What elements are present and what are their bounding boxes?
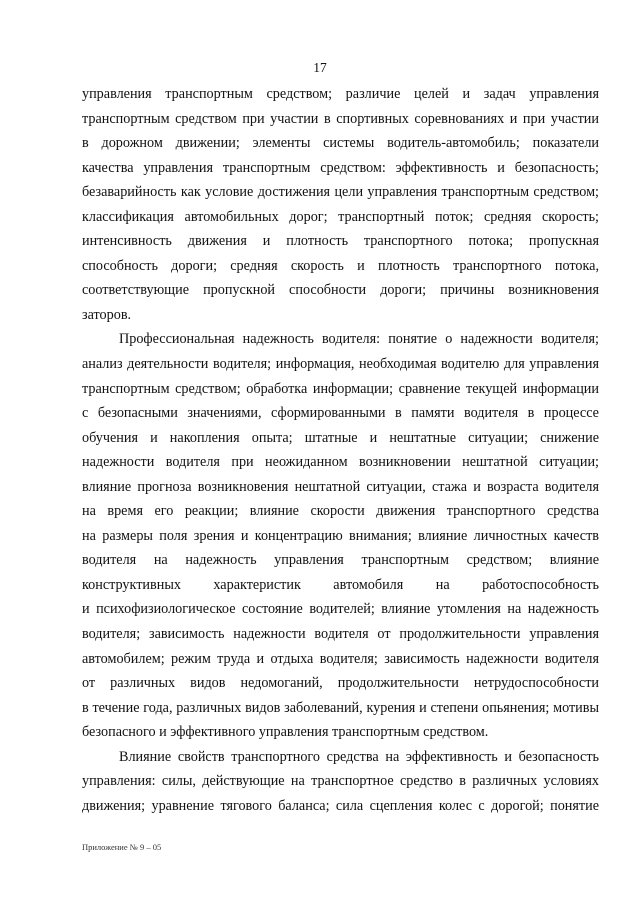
text-line: Профессиональная надежность водителя: понятие о надежности водителя; bbox=[119, 331, 599, 348]
text-line: безаварийность как условие достижения цели управления транспортным средством; bbox=[82, 184, 599, 201]
text-line: Влияние свойств транспортного средства на эффективность и безопасность bbox=[119, 748, 599, 765]
text-line: безопасного и эффективного управления транспортным средством. bbox=[82, 724, 489, 741]
text-line: соответствующие пропускной способности дороги; причины возникновения bbox=[82, 282, 599, 299]
text-line: конструктивных характеристик автомобиля на работоспособность bbox=[82, 576, 599, 593]
text-line: автомобилем; режим труда и отдыха водителя; зависимость надежности водителя bbox=[82, 650, 599, 667]
text-line: и психофизиологическое состояние водителей; влияние утомления на надежность bbox=[82, 601, 599, 618]
text-line: на время его реакции; влияние скорости движения транспортного средства bbox=[82, 503, 599, 520]
text-line: в течение года, различных видов заболеваний, курения и степени опьянения; мотивы bbox=[82, 699, 599, 716]
text-line: управления транспортным средством; различие целей и задач управления bbox=[82, 86, 599, 102]
text-line: заторов. bbox=[82, 306, 132, 323]
body-text bbox=[82, 82, 599, 818]
text-line: водителя на надежность управления транспортным средством; влияние bbox=[82, 552, 599, 569]
text-line: анализ деятельности водителя; информация, необходимая водителю для управления bbox=[82, 356, 599, 373]
text-line: на размеры поля зрения и концентрацию внимания; влияние личностных качеств bbox=[82, 527, 599, 544]
text-line: в дорожном движении; элементы системы водитель-автомобиль; показатели bbox=[82, 135, 599, 152]
text-line: обучения и накопления опыта; штатные и нештатные ситуации; снижение bbox=[82, 429, 599, 446]
page-number: 17 bbox=[313, 60, 327, 75]
text-line: с безопасными значениями, сформированными в памяти водителя в процессе bbox=[82, 405, 599, 422]
text-line: от различных видов недомоганий, продолжительности нетрудоспособности bbox=[82, 675, 599, 692]
text-line: способность дороги; средняя скорость и плотность транспортного потока, bbox=[82, 257, 599, 274]
text-line: движения; уравнение тягового баланса; сила сцепления колес с дорогой; понятие bbox=[82, 797, 599, 814]
text-line: влияние прогноза возникновения нештатной ситуации, стажа и возраста водителя bbox=[82, 478, 599, 495]
text-line: транспортным средством; обработка информации; сравнение текущей информации bbox=[82, 380, 599, 397]
text-line: водителя; зависимость надежности водителя от продолжительности управления bbox=[82, 626, 599, 643]
text-line: качества управления транспортным средством: эффективность и безопасность; bbox=[82, 159, 599, 176]
text-line: интенсивность движения и плотность транспортного потока; пропускная bbox=[82, 233, 599, 250]
text-line: управления: силы, действующие на транспортное средство в различных условиях bbox=[82, 773, 599, 790]
text-line: транспортным средством при участии в спортивных соревнованиях и при участии bbox=[82, 110, 599, 127]
text-line: классификация автомобильных дорог; транспортный поток; средняя скорость; bbox=[82, 208, 599, 225]
footer-note: Приложение № 9 – 05 bbox=[82, 842, 162, 852]
text-line: надежности водителя при неожиданном возникновении нештатной ситуации; bbox=[82, 454, 599, 471]
